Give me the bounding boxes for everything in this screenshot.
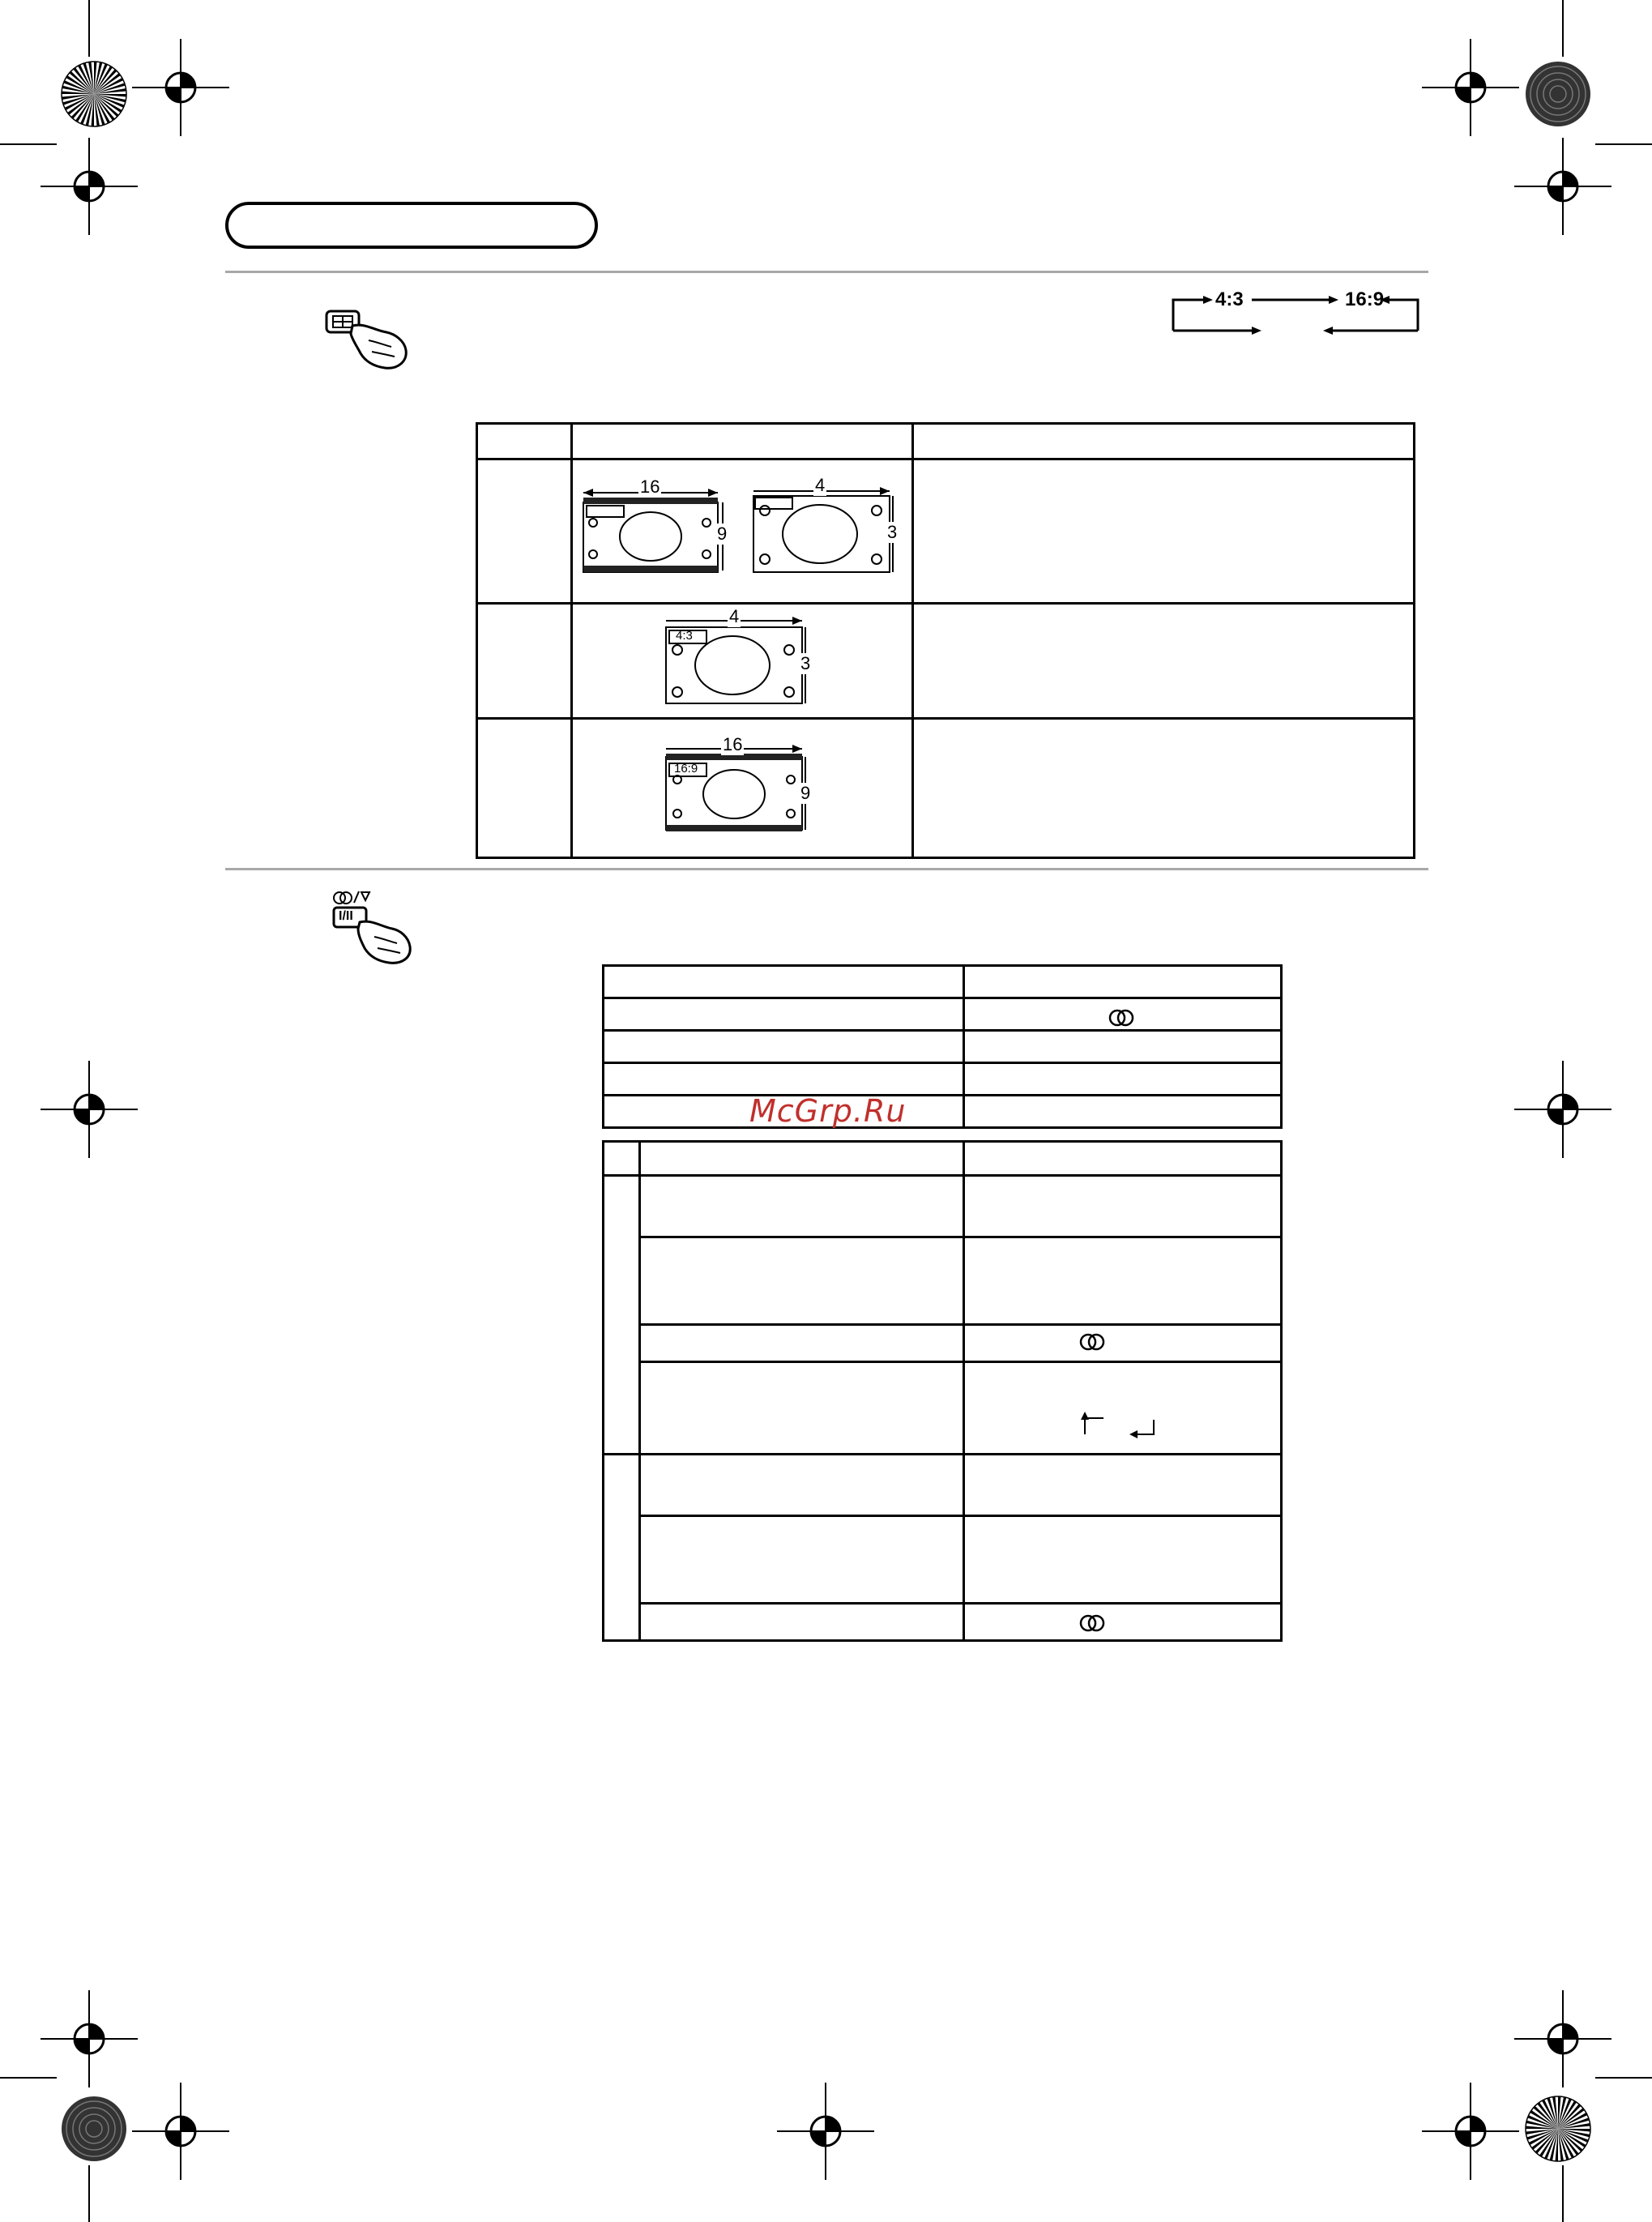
watermark: McGrp.Ru: [749, 1093, 907, 1129]
diagram-wide-height-label: 9: [717, 523, 728, 544]
stereo-icon: [1081, 1335, 1103, 1349]
diagram-16-9-tag: 16:9: [674, 762, 698, 776]
cycle-arrow-return-icon: [1129, 1420, 1154, 1438]
aspect-option-16-9: 16:9: [1345, 288, 1385, 310]
sound-mode-button-label: I/II: [339, 909, 353, 923]
diagram-4-3-tag: 4:3: [676, 629, 693, 643]
diagram-4-3-width-label: 4: [729, 606, 740, 626]
diagram-std-height-label: 3: [887, 522, 898, 542]
cycle-arrow-up-icon: [1081, 1412, 1103, 1434]
stereo-icon: [1081, 1616, 1103, 1630]
diagram-wide-width-label: 16: [640, 476, 660, 497]
diagram-std-width-label: 4: [815, 475, 826, 495]
aspect-option-4-3: 4:3: [1215, 288, 1244, 310]
stereo-icon: [1110, 1011, 1133, 1025]
diagram-16-9-height-label: 9: [800, 783, 811, 803]
diagram-4-3-height-label: 3: [800, 653, 811, 673]
diagram-16-9-width-label: 16: [723, 734, 743, 754]
